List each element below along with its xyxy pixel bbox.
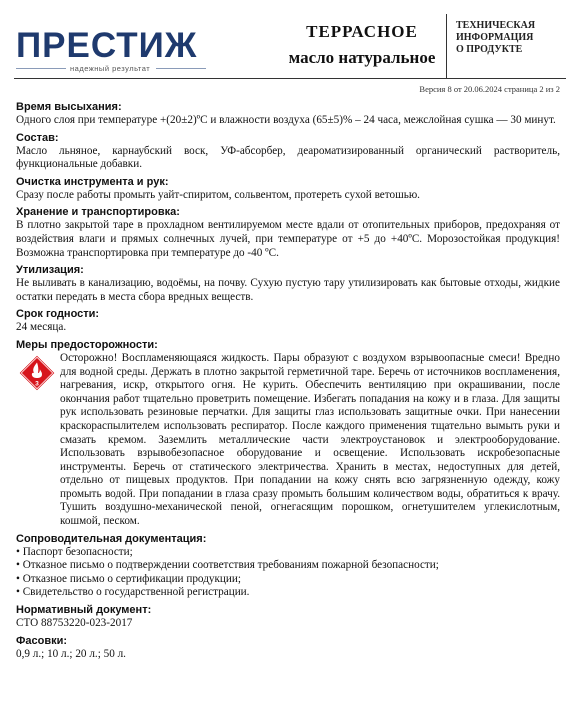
- logo-divider-left: [16, 68, 66, 69]
- product-subtitle: масло натуральное: [288, 48, 436, 67]
- section-title: Утилизация:: [16, 264, 84, 277]
- section-title: Очистка инструмента и рук:: [16, 175, 169, 188]
- section-text: Масло льняное, карнаубский воск, УФ-абсорбер, деароматизированный органический растворитель, функциональные добавки.: [16, 144, 560, 171]
- brand-logo: [16, 28, 216, 78]
- section-normative: [16, 603, 560, 631]
- section-title: Время высыхания:: [16, 101, 122, 113]
- list-item: • Свидетельство о государственной регистрации.: [16, 586, 560, 600]
- flammable-hazard-icon: [18, 354, 56, 392]
- section-packaging: [16, 634, 560, 662]
- documents-list: [16, 546, 560, 600]
- section-title: Сопроводительная документация:: [16, 532, 207, 545]
- section-text: В плотно закрытой таре в прохладном вентилируемом месте вдали от отопительных приборов, предохраняя от воздействия влаги и прямых солнечных лучей, при температуре от +5 до +40ºС. Морозостойкая продукция! Возможна транспортировка при температуре до -40 ºС.: [16, 219, 560, 259]
- section-storage: [16, 205, 560, 260]
- document-header: [0, 0, 576, 96]
- section-title: Меры предосторожности:: [16, 338, 158, 351]
- section-disposal: [16, 263, 560, 304]
- logo-divider-right: [156, 68, 206, 69]
- section-precautions: [16, 338, 560, 529]
- header-horizontal-divider: [14, 78, 566, 79]
- section-text: 0,9 л.; 10 л.; 20 л.; 50 л.: [16, 647, 126, 660]
- section-title: Срок годности:: [16, 308, 100, 321]
- section-title: Состав:: [16, 131, 59, 144]
- list-item: • Паспорт безопасности;: [16, 546, 560, 560]
- brand-name: ПРЕСТИЖ: [16, 26, 198, 65]
- section-drying: [16, 100, 560, 128]
- list-item: • Отказное письмо о подтверждении соответствия требованиям пожарной безопасности;: [16, 559, 560, 573]
- tech-info-line-2: ИНФОРМАЦИЯ: [456, 32, 534, 43]
- section-text: Осторожно! Воспламеняющаяся жидкость. Пары образуют с воздухом взрывоопасные смеси! Вредно для водной среды. Держать в плотно закрытой герметичной таре. Беречь от источников воспламенения, нагревания, искр, открытого огня. Не курить. Обеспечить вентиляцию при окрашивании, после окончания работ тщательно проветрить помещение. Избегать попадания на кожу и в глаза. Для защиты рук использовать резиновые перчатки. Для защиты глаз использовать защитные очки. При нанесении краскораспылителем использовать респиратор. После каждого применения тщательно вымыть руки и смазать кремом. Заземлить металлические части электроустановок и электрооборудование. Использовать взрывобезопасное оборудование и освещение. Использовать искробезопасные инструменты. Беречь от статического электричества. Хранить в местах, недоступных для детей, отдельно от пищевых продуктов. При попадании на кожу снять всю загрязненную одежду, кожу промыть водой. При попадании в глаза сразу промыть большим количеством воды, обратиться к врачу. Тушить воздушно-механической пеной, огнегасящим порошком, огнетушителем углекислотным, кошмой, песком.: [60, 351, 560, 528]
- product-title: ТЕРРАСНОЕ: [306, 22, 418, 41]
- list-item: • Отказное письмо о сертификации продукции;: [16, 573, 560, 587]
- section-text: СТО 88753220-023-2017: [16, 617, 133, 630]
- section-text: Не выливать в канализацию, водоёмы, на почву. Сухую пустую тару утилизировать как бытовые отходы, жидкие остатки передать в места сбора вредных веществ.: [16, 277, 560, 303]
- document-body: [16, 97, 560, 661]
- section-title: Фасовки:: [16, 634, 68, 647]
- brand-tagline: надежный результат: [70, 64, 151, 73]
- section-text: 24 месяца.: [16, 321, 67, 334]
- header-vertical-divider: [446, 14, 447, 78]
- hazard-class-label: 3: [35, 380, 39, 388]
- product-name-block: [280, 20, 444, 76]
- section-title: Нормативный документ:: [16, 604, 152, 617]
- section-title: Хранение и транспортировка:: [16, 206, 180, 219]
- section-composition: [16, 131, 560, 172]
- tech-info-line-1: ТЕХНИЧЕСКАЯ: [456, 20, 536, 31]
- precautions-block: [16, 352, 560, 529]
- section-documents: [16, 532, 560, 600]
- section-text: Одного слоя при температуре +(20±2)ºС и влажности воздуха (65±5)% – 24 часа, межслойная сушка — 30 минут.: [16, 114, 556, 126]
- tech-info-line-3: О ПРОДУКТЕ: [456, 44, 523, 55]
- section-text: Сразу после работы промыть уайт-спиритом, сольвентом, протереть сухой ветошью.: [16, 188, 420, 201]
- section-cleaning: [16, 175, 560, 203]
- section-shelf-life: [16, 307, 560, 335]
- tech-info-label: [456, 20, 568, 56]
- version-info: Версия 8 от 20.06.2024 страница 2 из 2: [419, 84, 560, 94]
